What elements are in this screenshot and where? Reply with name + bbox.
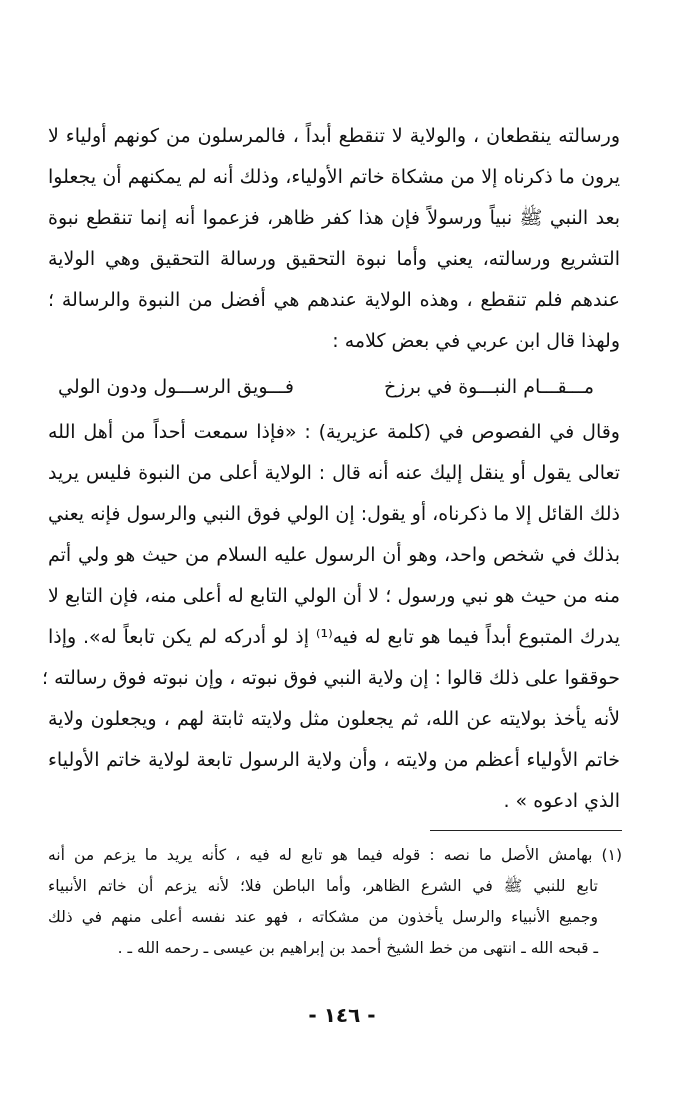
text-line: وقال في الفصوص في (كلمة عزيرية) : «فإذا سمعت أحداً من أهل الله [48,421,620,443]
text-line: يرون ما ذكرناه إلا من مشكاة خاتم الأولياء، وذلك أنه لم يمكنهم أن يجعلوا [48,166,620,188]
text-line: لأنه يأخذ بولايته عن الله، ثم يجعلون مثل ولايته ثابتة لهم ، ويجعلون ولاية [48,708,620,730]
footnote-divider [430,830,622,831]
footnote-line: ـ قبحه الله ـ انتهى من خط الشيخ أحمد بن إبراهيم بن عيسى ـ رحمه الله ـ . [117,939,598,957]
text-line: بعد النبي ﷺ نبياً ورسولاً فإن هذا كفر ظاهر، فزعموا أنه إنما تنقطع نبوة [48,207,620,229]
text-line: الذي ادعوه » . [503,790,620,812]
footnote-line: وجميع الأنبياء والرسل يأخذون من مشكاته ، فهو عند نفسه أعلى منهم في ذلك [48,908,598,926]
text-line: بذلك في شخص واحد، وهو أن الرسول عليه السلام من حيث هو ولي أتم [48,544,620,566]
text-line: ذلك القائل إلا ما ذكرناه، أو يقول: إن الولي فوق النبي والرسول فإنه يعني [48,503,620,525]
footnote-line: تابع للنبي ﷺ في الشرع الظاهر، وأما الباطن فلا؛ لأنه يزعم أن خاتم الأنبياء [48,877,598,895]
poetry-verse [48,362,620,412]
text-line: عندهم فلم تنقطع ، وهذه الولاية عندهم هي أفضل من النبوة والرسالة ؛ [48,289,620,311]
footnote-line: (١) بهامش الأصل ما نصه : قوله فيما هو تابع له فيه ، كأنه يريد ما يزعم من أنه [48,846,622,864]
main-text [42,116,620,822]
text-line: تعالى يقول أو ينقل إليك عنه أنه قال : الولاية أعلى من النبوة فليس يريد [48,462,620,484]
text-line: خاتم الأولياء أعظم من ولايته ، وأن ولاية الرسول تابعة لولاية خاتم الأولياء [48,749,620,771]
footnote [48,840,622,964]
text-line: منه من حيث هو نبي ورسول ؛ لا أن الولي التابع له أعلى منه، فإن التابع لا [48,585,620,607]
text-line: التشريع ورسالته، يعني وأما نبوة التحقيق ورسالة التحقيق وهي الولاية [48,248,620,270]
text-line: ولهذا قال ابن عربي في بعض كلامه : [332,330,620,352]
verse-second-hemistich: فـــويق الرســـول ودون الولي [58,376,294,398]
verse-first-hemistich: مـــقـــام النبـــوة في برزخ [384,376,594,398]
text-line: يدرك المتبوع أبداً فيما هو تابع له فيه⁽¹⁾ إذ لو أدركه لم يكن تابعاً له». وإذا [48,626,620,648]
text-line: حوققوا على ذلك قالوا : إن ولاية النبي فوق نبوته ، وإن نبوته فوق رسالته ؛ [42,667,620,689]
page-number: - ١٤٦ - [308,1003,376,1027]
text-line: ورسالته ينقطعان ، والولاية لا تنقطع أبداً ، فالمرسلون من كونهم أولياء لا [48,125,620,147]
